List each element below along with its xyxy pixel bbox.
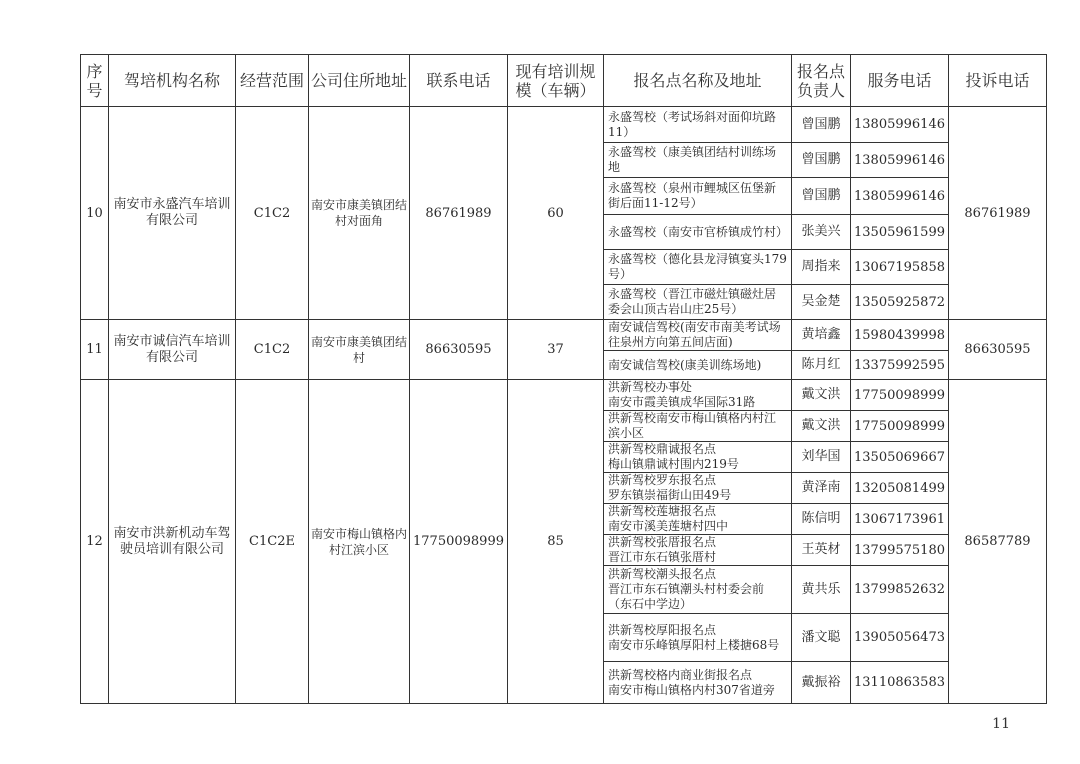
person-cell: 黄泽南 <box>792 473 851 504</box>
header-phone: 联系电话 <box>410 55 508 107</box>
sign-point-cell <box>604 178 792 215</box>
sign-point-line: 洪新驾校鼎诚报名点 <box>608 442 717 456</box>
sign-point-cell <box>604 473 792 504</box>
person-cell: 吴金楚 <box>792 285 851 320</box>
person-cell: 黄共乐 <box>792 566 851 614</box>
header-scale: 现有培训规模（车辆） <box>508 55 604 107</box>
service-phone-cell: 13805996146 <box>851 107 949 143</box>
person-cell: 张美兴 <box>792 215 851 250</box>
person-cell: 戴文洪 <box>792 380 851 411</box>
sign-point-cell <box>604 250 792 285</box>
phone-cell: 17750098999 <box>410 380 508 704</box>
sign-point-line: 南安市霞美镇成华国际31路 <box>608 395 756 409</box>
phone-cell: 86630595 <box>410 320 508 380</box>
scope-cell: C1C2 <box>236 320 309 380</box>
sign-point-line: 永盛驾校（南安市官桥镇成竹村） <box>608 224 789 239</box>
seq-cell: 10 <box>81 107 109 320</box>
person-cell: 曾国鹏 <box>792 107 851 143</box>
person-cell: 戴振裕 <box>792 662 851 704</box>
header-scope: 经营范围 <box>236 55 309 107</box>
service-phone-cell: 13805996146 <box>851 143 949 178</box>
sign-point-cell <box>604 215 792 250</box>
sign-point-line: 南安诚信驾校(南安市南美考试场往泉州方向第五间店面) <box>608 320 781 349</box>
complaint-phone-cell: 86761989 <box>949 107 1047 320</box>
sign-point-line: 洪新驾校潮头报名点 <box>608 567 717 581</box>
service-phone-cell: 13375992595 <box>851 351 949 380</box>
service-phone-cell: 13067195858 <box>851 250 949 285</box>
service-phone-cell: 13067173961 <box>851 504 949 535</box>
person-cell: 王英材 <box>792 535 851 566</box>
phone-cell: 86761989 <box>410 107 508 320</box>
seq-cell: 12 <box>81 380 109 704</box>
table-row <box>81 380 1047 411</box>
sign-point-line: 永盛驾校（康美镇团结村训练场地 <box>608 145 777 174</box>
service-phone-cell: 15980439998 <box>851 320 949 351</box>
sign-point-cell <box>604 442 792 473</box>
person-cell: 陈信明 <box>792 504 851 535</box>
sign-point-line: 晋江市东石镇张厝村 <box>608 550 717 564</box>
person-cell: 刘华国 <box>792 442 851 473</box>
person-cell: 潘文聪 <box>792 614 851 662</box>
training-schools-table <box>80 54 1047 704</box>
person-cell: 曾国鹏 <box>792 178 851 215</box>
sign-point-line: 洪新驾校办事处 <box>608 380 693 394</box>
service-phone-cell: 17750098999 <box>851 380 949 411</box>
sign-point-cell <box>604 411 792 442</box>
service-phone-cell: 13799575180 <box>851 535 949 566</box>
table-body <box>81 107 1047 704</box>
sign-point-line: 永盛驾校（晋江市磁灶镇磁灶居委会山顶古岩山庄25号） <box>608 287 777 316</box>
sign-point-line: 南安诚信驾校(康美训练场地) <box>608 357 762 372</box>
sign-point-line: 梅山镇鼎诚村围内219号 <box>608 457 739 471</box>
sign-point-cell <box>604 662 792 704</box>
service-phone-cell: 13905056473 <box>851 614 949 662</box>
sign-point-line: 洪新驾校莲塘报名点 <box>608 504 717 518</box>
sign-point-line: 南安市乐峰镇厚阳村上楼搪68号 <box>608 637 780 652</box>
header-row <box>81 55 1047 107</box>
service-phone-cell: 13110863583 <box>851 662 949 704</box>
sign-point-line: 晋江市东石镇潮头村村委会前 <box>608 582 765 596</box>
sign-point-line: 洪新驾校格内商业街报名点 <box>608 667 753 682</box>
address-cell: 南安市康美镇团结村对面角 <box>309 107 410 320</box>
person-cell: 黄培鑫 <box>792 320 851 351</box>
table-row <box>81 320 1047 351</box>
header-person: 报名点负责人 <box>792 55 851 107</box>
header-complaint-phone: 投诉电话 <box>949 55 1047 107</box>
scope-cell: C1C2 <box>236 107 309 320</box>
sign-point-line: 永盛驾校（泉州市鲤城区伍堡新街后面11-12号） <box>608 181 777 210</box>
sign-point-line: 洪新驾校南安市梅山镇格内村江滨小区 <box>608 411 777 440</box>
page-number: 11 <box>992 716 1010 732</box>
school-name-cell: 南安市永盛汽车培训有限公司 <box>109 107 236 320</box>
sign-point-line: 永盛驾校（德化县龙浔镇宴头179号） <box>608 252 787 281</box>
scale-cell: 60 <box>508 107 604 320</box>
person-cell: 周指来 <box>792 250 851 285</box>
service-phone-cell: 13799852632 <box>851 566 949 614</box>
service-phone-cell: 13205081499 <box>851 473 949 504</box>
sign-point-line: 南安市梅山镇格内村307省道旁 <box>608 682 775 697</box>
service-phone-cell: 13505069667 <box>851 442 949 473</box>
sign-point-cell <box>604 107 792 143</box>
scope-cell: C1C2E <box>236 380 309 704</box>
scale-cell: 37 <box>508 320 604 380</box>
sign-point-cell <box>604 535 792 566</box>
table-row <box>81 107 1047 143</box>
sign-point-cell <box>604 504 792 535</box>
header-address: 公司住所地址 <box>309 55 410 107</box>
sign-point-line: 罗东镇崇福街山田49号 <box>608 488 732 502</box>
address-cell: 南安市梅山镇格内村江滨小区 <box>309 380 410 704</box>
sign-point-cell <box>604 320 792 351</box>
sign-point-cell <box>604 380 792 411</box>
sign-point-line: 洪新驾校罗东报名点 <box>608 473 717 487</box>
service-phone-cell: 17750098999 <box>851 411 949 442</box>
sign-point-line: （东石中学边） <box>608 597 693 611</box>
sign-point-cell <box>604 614 792 662</box>
seq-cell: 11 <box>81 320 109 380</box>
sign-point-line: 永盛驾校（考试场斜对面仰坑路11） <box>608 109 777 139</box>
complaint-phone-cell: 86587789 <box>949 380 1047 704</box>
header-seq: 序号 <box>81 55 109 107</box>
header-school-name: 驾培机构名称 <box>109 55 236 107</box>
person-cell: 陈月红 <box>792 351 851 380</box>
sign-point-cell <box>604 566 792 614</box>
sign-point-cell <box>604 351 792 380</box>
service-phone-cell: 13505925872 <box>851 285 949 320</box>
header-service-phone: 服务电话 <box>851 55 949 107</box>
sign-point-line: 南安市溪美莲塘村四中 <box>608 519 729 533</box>
service-phone-cell: 13505961599 <box>851 215 949 250</box>
school-name-cell: 南安市洪新机动车驾驶员培训有限公司 <box>109 380 236 704</box>
person-cell: 戴文洪 <box>792 411 851 442</box>
sign-point-cell <box>604 143 792 178</box>
school-name-cell: 南安市诚信汽车培训有限公司 <box>109 320 236 380</box>
complaint-phone-cell: 86630595 <box>949 320 1047 380</box>
header-sign-point: 报名点名称及地址 <box>604 55 792 107</box>
sign-point-cell <box>604 285 792 320</box>
sign-point-line: 洪新驾校厚阳报名点 <box>608 622 717 637</box>
scale-cell: 85 <box>508 380 604 704</box>
address-cell: 南安市康美镇团结村 <box>309 320 410 380</box>
service-phone-cell: 13805996146 <box>851 178 949 215</box>
sign-point-line: 洪新驾校张厝报名点 <box>608 535 717 549</box>
person-cell: 曾国鹏 <box>792 143 851 178</box>
